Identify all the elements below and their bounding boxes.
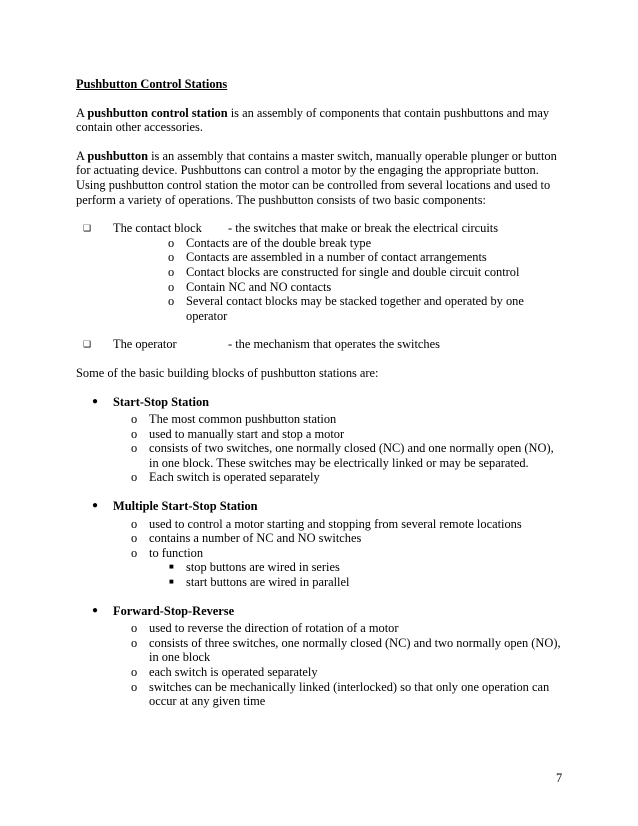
dot-bullet-icon: ● [92,500,99,512]
circle-bullet-icon: o [131,412,138,427]
circle-bullet-icon: o [131,470,138,485]
circle-bullet-icon: o [168,279,175,294]
list-item-text: Contacts are of the double break type [186,235,372,250]
component-desc: - the mechanism that operates the switches [228,337,440,352]
list-item [76,470,566,485]
paragraph-building-blocks: Some of the basic building blocks of pushbutton stations are: [76,365,379,380]
component-operator [76,337,566,352]
component-line [113,221,566,236]
spacer [76,323,566,337]
block-title: Forward-Stop-Reverse [113,603,235,618]
list-item-text: Contain NC and NO contacts [186,279,332,294]
component-desc: - the switches that make or break the electrical circuits [228,221,499,236]
component-line [113,337,566,352]
block-start-stop [76,395,566,486]
list-item [76,412,566,427]
list-item [76,531,566,546]
list-item-text: used to reverse the direction of rotation of a motor [149,621,399,636]
list-item-text: contains a number of NC and NO switches [149,531,362,546]
block-title: Start-Stop Station [113,394,210,409]
text: A [76,148,88,163]
square-bullet-icon: ■ [169,562,174,572]
list-item [113,250,566,265]
paragraph-definition-pushbutton [76,149,566,207]
list-item [76,441,566,470]
list-item-text: used to manually start and stop a motor [149,426,345,441]
square-bullet-icon: ❑ [83,223,92,234]
page-content [76,77,566,723]
component-term: The operator [113,337,177,352]
list-item-text: start buttons are wired in parallel [186,575,350,590]
block-title: Multiple Start-Stop Station [113,499,258,514]
list-item [76,680,566,709]
list-item [76,665,566,680]
circle-bullet-icon: o [131,621,138,636]
circle-bullet-icon: o [131,516,138,531]
circle-bullet-icon: o [168,250,175,265]
bold-term: pushbutton [87,148,148,163]
component-contact-block [76,221,566,323]
text: is an assembly of components that contain pushbuttons and may contain other accessories. [76,105,550,135]
list-item-text: Contact blocks are constructed for single and double circuit control [186,264,520,279]
dot-bullet-icon: ● [92,604,99,616]
list-item [113,294,566,323]
list-item [76,636,566,665]
list-item-text: Each switch is operated separately [149,470,320,485]
circle-bullet-icon: o [131,441,138,456]
list-item [76,427,566,442]
square-bullet-icon: ❑ [83,339,92,350]
circle-bullet-icon: o [131,545,138,560]
list-item-text: switches can be mechanically linked (interlocked) so that only one operation can occur at any given time [149,679,550,709]
block-forward-stop-reverse [76,604,566,709]
list-item [113,280,566,295]
list-item [113,265,566,280]
circle-bullet-icon: o [131,531,138,546]
component-term: The contact block [113,221,202,236]
block-multiple-start-stop [76,499,566,590]
text: A [76,105,88,120]
list-item-text: consists of two switches, one normally closed (NC) and one normally open (NO), in one block. These switches may be electrically linked or may be separated. [149,441,554,470]
components-list [76,221,566,352]
circle-bullet-icon: o [131,426,138,441]
list-item-text: Several contact blocks may be stacked together and operated by one operator [186,294,524,323]
circle-bullet-icon: o [168,294,175,309]
list-item-text: Contacts are assembled in a number of contact arrangements [186,250,487,265]
text: is an assembly that contains a master switch, manually operable plunger or button for actuating device. Pushbuttons can control a motor by the engaging the appropriate button. Using pushbutton control station the motor can be controlled from several locations and used to perform a variety of operations. The pushbutton consists of two basic components: [76,148,557,207]
circle-bullet-icon: o [168,264,175,279]
list-item [76,621,566,636]
contact-block-subitems [113,236,566,324]
list-item-text: each switch is operated separately [149,665,318,679]
section-heading: Pushbutton Control Stations [76,77,228,91]
circle-bullet-icon: o [131,679,138,694]
dot-bullet-icon: ● [92,395,99,407]
sub-list-item [76,560,566,575]
sub-list-item [76,575,566,590]
list-item-text: to function [149,545,204,560]
list-item [113,236,566,251]
list-item-text: used to control a motor starting and stopping from several remote locations [149,516,522,531]
list-item-text: The most common pushbutton station [149,412,337,427]
square-bullet-icon: ■ [169,577,174,587]
list-item [76,517,566,532]
page-number: 7 [556,771,563,785]
circle-bullet-icon: o [131,665,138,679]
list-item-text: consists of three switches, one normally closed (NC) and two normally open (NO), in one block [149,635,561,665]
circle-bullet-icon: o [168,235,175,250]
paragraph-definition-station [76,106,566,135]
list-item-text: stop buttons are wired in series [186,560,340,575]
circle-bullet-icon: o [131,635,138,650]
list-item [76,546,566,561]
bold-term: pushbutton control station [87,105,228,120]
